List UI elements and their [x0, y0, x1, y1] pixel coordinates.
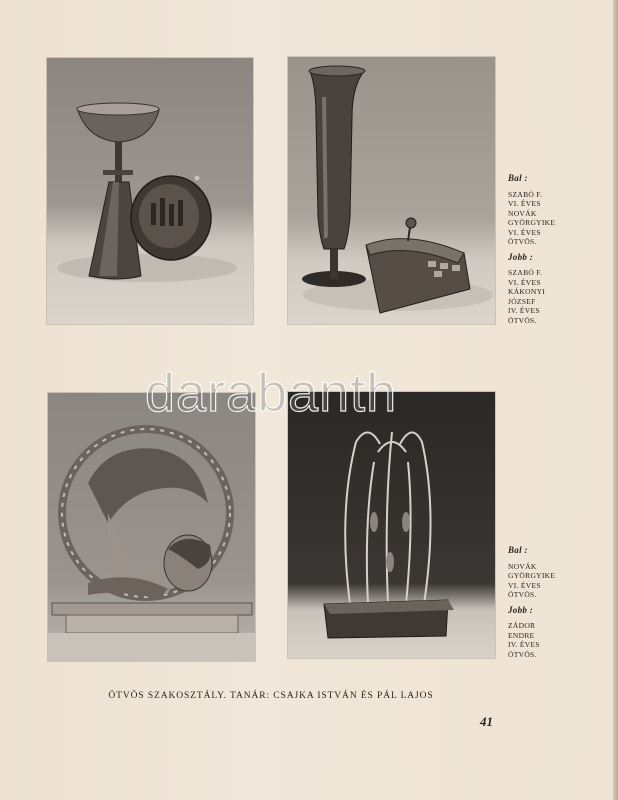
- vase-and-casket-illustration: [288, 57, 495, 324]
- caption-line: SZABÓ F.: [508, 189, 543, 199]
- caption-bottom-right-heading: Jobb :: [508, 604, 534, 615]
- caption-line: NOVÁK: [508, 561, 537, 571]
- caption-line: GYÖRGYIKE: [508, 571, 556, 580]
- caption-line: JÓZSEF: [508, 296, 536, 306]
- caption-line: GYÖRGYIKE: [508, 218, 556, 227]
- caption-line: ENDRE: [508, 630, 535, 640]
- caption-top-right-heading: Jobb :: [508, 251, 534, 262]
- candelabrum-illustration: [288, 392, 495, 658]
- page-number: 41: [480, 714, 493, 729]
- caption-line: ÖTVÖS.: [508, 590, 537, 599]
- caption-line: VI. ÉVES: [508, 199, 541, 208]
- caption-line: VI. ÉVES: [508, 227, 541, 237]
- caption-line: VI. ÉVES: [508, 277, 541, 287]
- department-caption: [0, 691, 618, 701]
- caption-line: SZABÓ F.: [508, 268, 543, 277]
- caption-line: ÖTVÖS.: [508, 649, 537, 659]
- relief-illustration: [48, 393, 255, 661]
- goblet-and-box-illustration: [47, 58, 253, 324]
- department-caption-text: ÖTVÖS SZAKOSZTÁLY. TANÁR: CSAJKA ISTVÁN ÉS PÁL LAJOS: [108, 691, 434, 701]
- caption-top-left-heading: Bal :: [508, 173, 528, 183]
- caption-line: ZÁDOR: [508, 621, 536, 630]
- photo-relief: [48, 393, 255, 661]
- caption-bottom-left-heading: Bal :: [508, 545, 528, 555]
- caption-line: VI. ÉVES: [508, 580, 541, 590]
- caption-line: IV. ÉVES: [508, 306, 540, 315]
- caption-line: ÖTVÖS.: [508, 237, 537, 246]
- caption-bottom: [508, 546, 588, 659]
- watermark: darabanth: [145, 363, 398, 423]
- caption-line: NOVÁK: [508, 208, 537, 218]
- photo-goblet-and-box: [47, 58, 253, 324]
- photo-candelabrum: [288, 392, 495, 658]
- caption-line: IV. ÉVES: [508, 640, 540, 649]
- caption-line: KÁKONYI: [508, 287, 546, 296]
- photo-vase-and-casket: [288, 57, 495, 324]
- caption-top: [508, 174, 588, 325]
- caption-line: ÖTVÖS.: [508, 315, 537, 325]
- page-edge: [613, 0, 618, 800]
